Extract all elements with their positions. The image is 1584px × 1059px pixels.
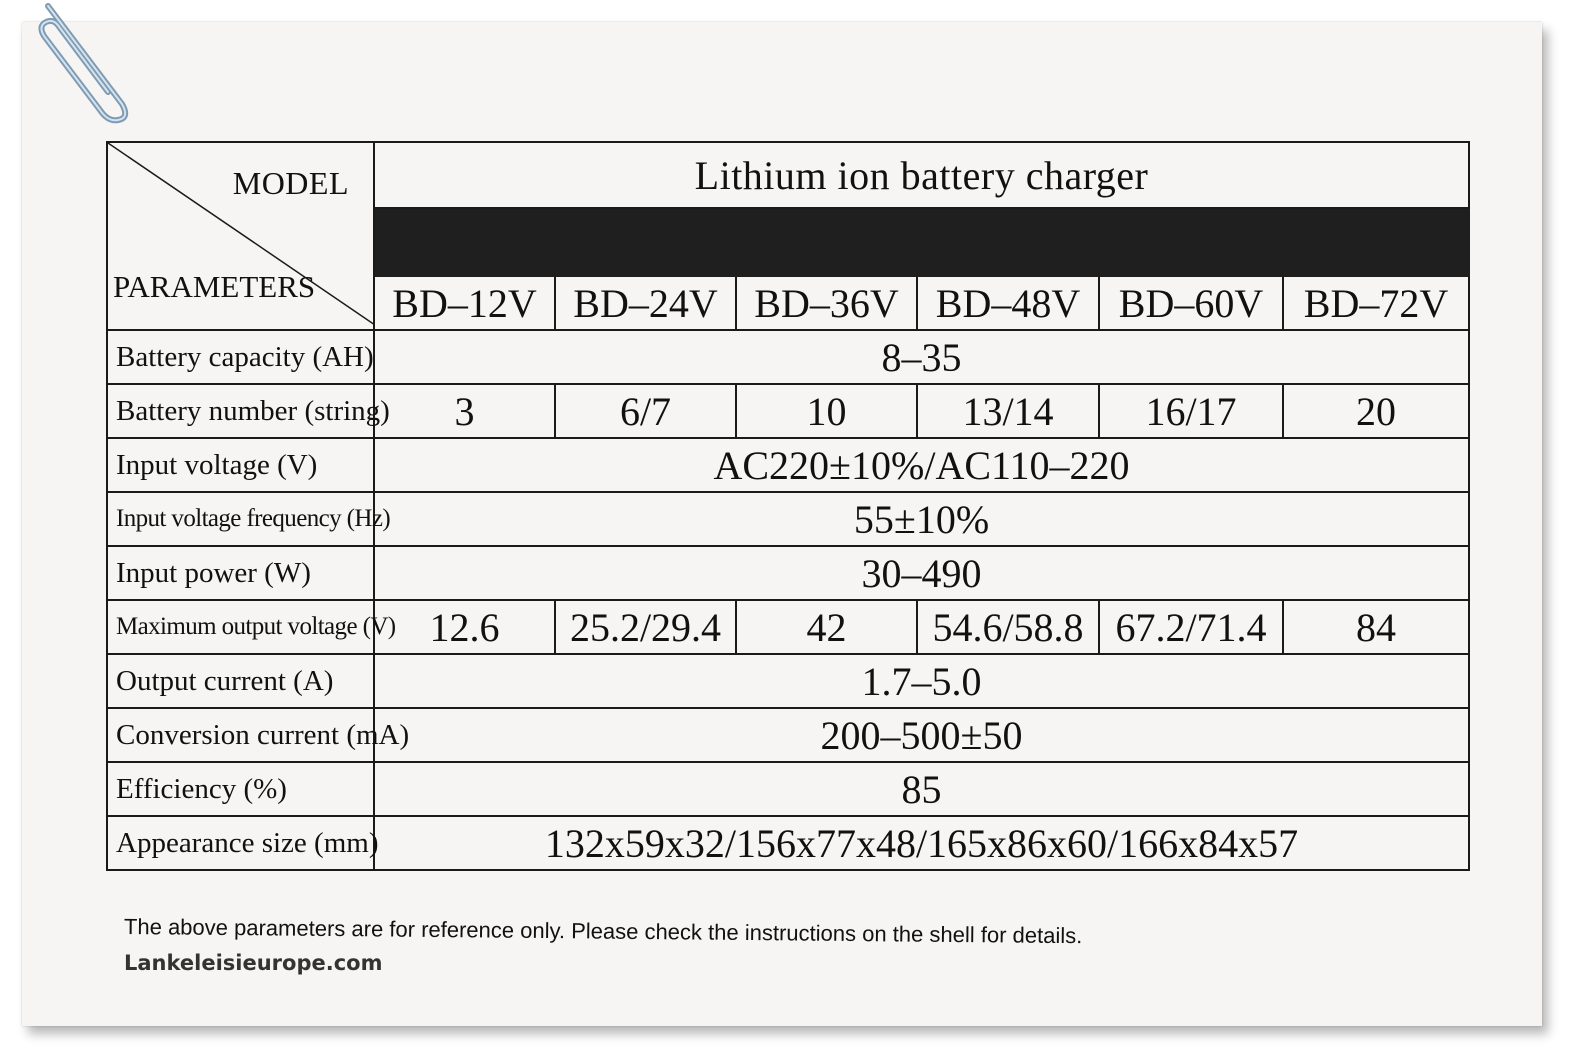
row-value: 67.2/71.4 <box>1099 600 1283 654</box>
row-value: 12.6 <box>374 600 555 654</box>
table-row <box>107 330 1469 384</box>
table-row <box>107 438 1469 492</box>
row-value: 42 <box>736 600 917 654</box>
table-row <box>107 492 1469 546</box>
paperclip-icon <box>30 0 140 130</box>
corner-parameters-label: PARAMETERS <box>113 269 316 304</box>
row-label: Efficiency (%) <box>107 762 374 816</box>
row-label: Input power (W) <box>107 546 374 600</box>
model-header-cell: BD–36V <box>736 276 917 330</box>
row-label: Input voltage (V) <box>107 438 374 492</box>
table-row <box>107 546 1469 600</box>
row-value: 20 <box>1283 384 1469 438</box>
row-value: 54.6/58.8 <box>917 600 1099 654</box>
row-value: 3 <box>374 384 555 438</box>
row-label: Maximum output voltage (V) <box>107 600 374 654</box>
row-value: 30–490 <box>374 546 1469 600</box>
row-value: 84 <box>1283 600 1469 654</box>
row-value: 200–500±50 <box>374 708 1469 762</box>
table-row <box>107 708 1469 762</box>
row-value: 10 <box>736 384 917 438</box>
header-corner-cell <box>107 142 374 330</box>
row-label: Battery capacity (AH) <box>107 330 374 384</box>
model-header-cell: BD–48V <box>917 276 1099 330</box>
model-header-cell: BD–12V <box>374 276 555 330</box>
corner-model-label: MODEL <box>232 165 349 201</box>
website-label: Lankeleisieurope.com <box>124 951 383 975</box>
row-label: Input voltage frequency (Hz) <box>107 492 374 546</box>
row-label: Appearance size (mm) <box>107 816 374 870</box>
model-header-cell: BD–24V <box>555 276 736 330</box>
row-value: 85 <box>374 762 1469 816</box>
row-value: 25.2/29.4 <box>555 600 736 654</box>
row-value: 13/14 <box>917 384 1099 438</box>
black-band <box>374 208 1469 276</box>
row-value: 1.7–5.0 <box>374 654 1469 708</box>
table-title: Lithium ion battery charger <box>374 142 1469 208</box>
table-row <box>107 816 1469 870</box>
table-row <box>107 762 1469 816</box>
row-value: AC220±10%/AC110–220 <box>374 438 1469 492</box>
row-label: Battery number (string) <box>107 384 374 438</box>
table-row <box>107 384 1469 438</box>
model-header-cell: BD–72V <box>1283 276 1469 330</box>
footer-note: The above parameters are for reference only. Please check the instructions on the shell for details. <box>123 914 1083 949</box>
row-value: 6/7 <box>555 384 736 438</box>
row-value: 55±10% <box>374 492 1469 546</box>
row-value: 16/17 <box>1099 384 1283 438</box>
row-value: 132x59x32/156x77x48/165x86x60/166x84x57 <box>374 816 1469 870</box>
row-label: Conversion current (mA) <box>107 708 374 762</box>
table-row <box>107 600 1469 654</box>
spec-table <box>106 141 1470 871</box>
row-value: 8–35 <box>374 330 1469 384</box>
model-header-cell: BD–60V <box>1099 276 1283 330</box>
table-row <box>107 654 1469 708</box>
row-label: Output current (A) <box>107 654 374 708</box>
